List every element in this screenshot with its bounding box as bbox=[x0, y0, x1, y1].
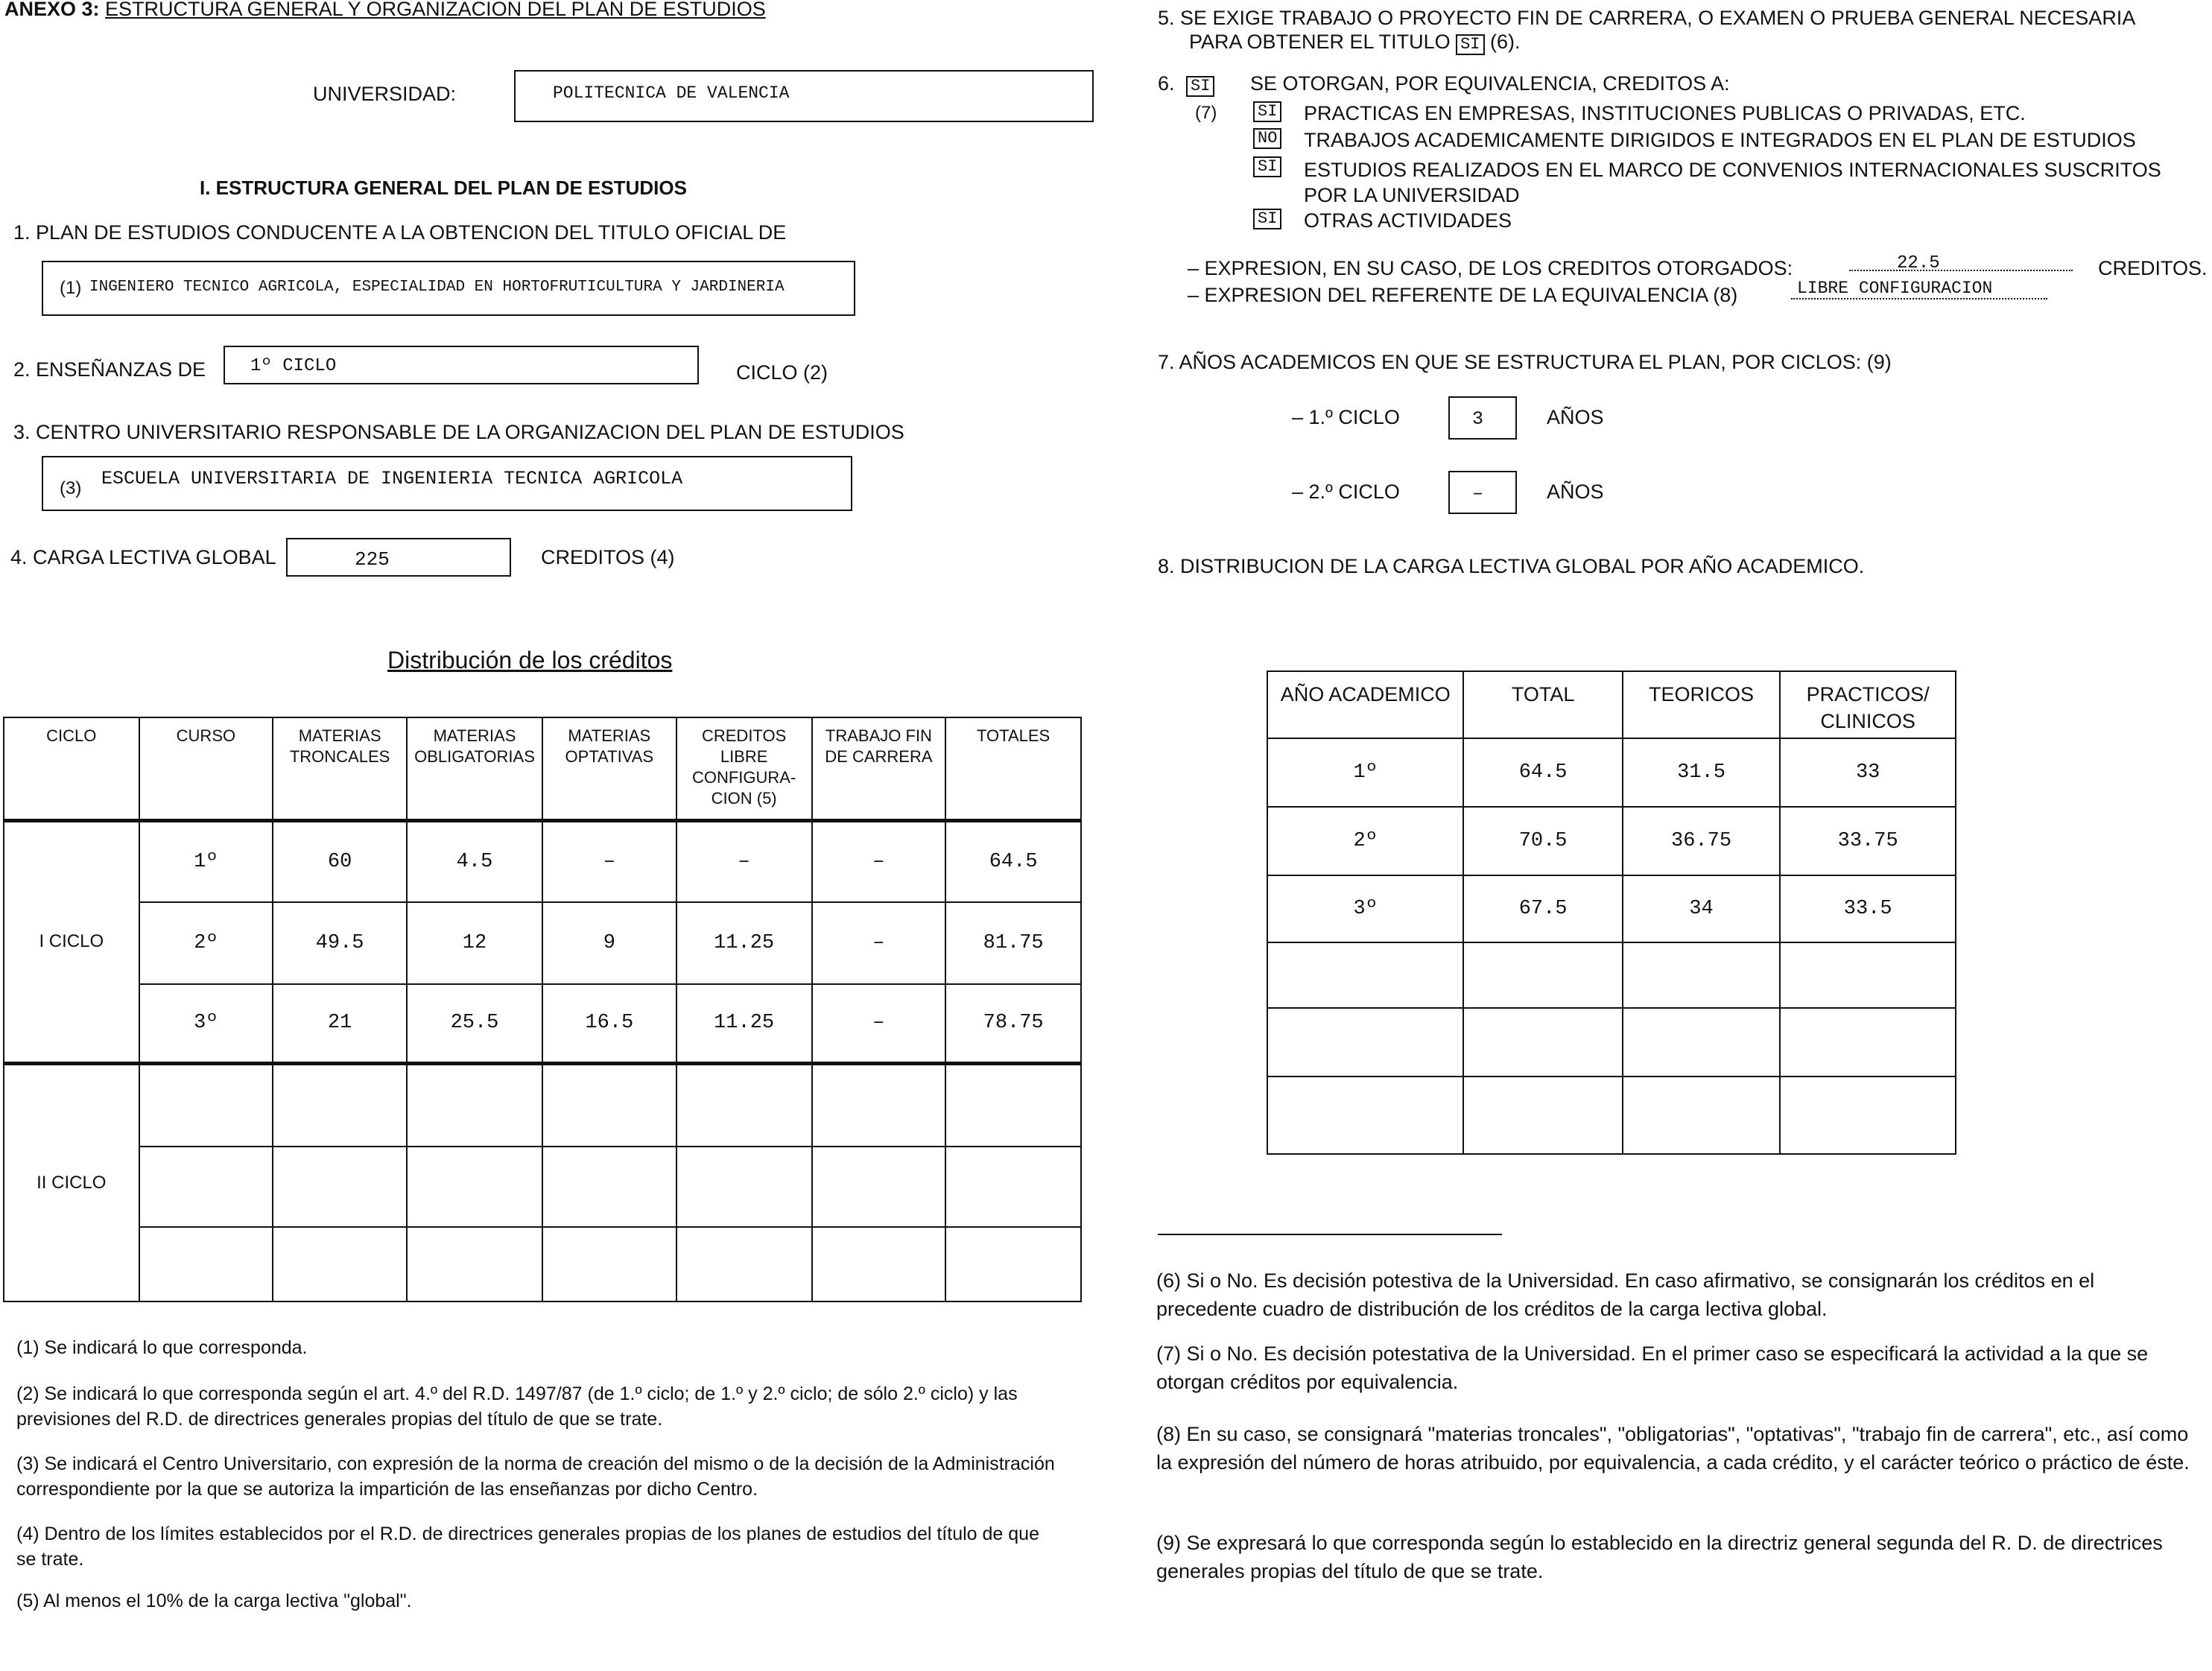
table-cell: 12 bbox=[407, 902, 542, 984]
table-cell: 78.75 bbox=[945, 984, 1081, 1063]
table-cell: 2º bbox=[139, 902, 273, 984]
table-row bbox=[1267, 807, 1956, 875]
table-row bbox=[4, 984, 1081, 1063]
table-cell: 67.5 bbox=[1463, 875, 1622, 942]
table-cell: – bbox=[676, 820, 812, 902]
table-row bbox=[1267, 738, 1956, 807]
item6-ref: (7) bbox=[1195, 103, 1217, 123]
table-cell: 33.5 bbox=[1780, 875, 1956, 942]
table-cell bbox=[1463, 942, 1622, 1008]
table-cell: – bbox=[542, 820, 676, 902]
footnote: (4) Dentro de los límites establecidos por el R.D. de directrices generales propias de los planes de estudios del título de que se trate. bbox=[16, 1523, 1039, 1570]
option-label-continued: POR LA UNIVERSIDAD bbox=[1304, 184, 1520, 206]
table-cell: – bbox=[812, 902, 946, 984]
cycle1-label: I CICLO bbox=[4, 820, 139, 1063]
cycle1-years-field bbox=[1448, 396, 1517, 440]
item5-ref: (6). bbox=[1490, 31, 1521, 53]
col-header: TOTAL bbox=[1463, 671, 1622, 738]
option-checkbox: SI bbox=[1253, 209, 1281, 229]
table-row bbox=[4, 820, 1081, 902]
cycle2-years-label: – 2.º CICLO bbox=[1292, 481, 1400, 503]
table-cell: 36.75 bbox=[1623, 807, 1781, 875]
footnote: (6) Si o No. Es decisión potestiva de la Universidad. En caso afirmativo, se consignarán los créditos en el precedente cuadro de distribución de los créditos de la carga lectiva global. bbox=[1156, 1269, 2095, 1320]
col-header: AÑO ACADEMICO bbox=[1267, 671, 1463, 738]
table-cell bbox=[1267, 1008, 1463, 1077]
table-cell bbox=[1780, 1008, 1956, 1077]
credits-header-row bbox=[4, 717, 1081, 820]
table-cell bbox=[945, 1063, 1081, 1147]
option-checkbox: SI bbox=[1253, 156, 1281, 177]
item4-suffix: CREDITOS (4) bbox=[541, 546, 675, 568]
table-cell: 1º bbox=[139, 820, 273, 902]
item3-ref: (3) bbox=[60, 478, 82, 498]
workload-value: 225 bbox=[355, 548, 390, 571]
col-header: CICLO bbox=[4, 717, 139, 820]
annex-label: ANEXO 3: bbox=[4, 0, 100, 20]
table-cell bbox=[139, 1147, 273, 1227]
table-row bbox=[4, 1147, 1081, 1227]
center-field bbox=[42, 456, 852, 511]
option-label: PRACTICAS EN EMPRESAS, INSTITUCIONES PUBLICAS O PRIVADAS, ETC. bbox=[1304, 102, 2026, 124]
table-cell bbox=[812, 1147, 946, 1227]
table-row bbox=[1267, 875, 1956, 942]
option-label: OTRAS ACTIVIDADES bbox=[1304, 209, 1512, 232]
table-cell: 64.5 bbox=[1463, 738, 1622, 807]
option-checkbox: NO bbox=[1253, 128, 1281, 149]
table-cell bbox=[139, 1227, 273, 1301]
expr1-value: 22.5 bbox=[1897, 253, 1940, 273]
university-field bbox=[514, 70, 1094, 122]
footnote-divider bbox=[1158, 1234, 1502, 1235]
year-header-row bbox=[1267, 671, 1956, 738]
col-header: TOTALES bbox=[945, 717, 1081, 820]
degree-title-value: INGENIERO TECNICO AGRICOLA, ESPECIALIDAD EN HORTOFRUTICULTURA Y JARDINERIA bbox=[89, 279, 785, 296]
table-cell bbox=[407, 1147, 542, 1227]
item2-suffix: CICLO (2) bbox=[736, 361, 828, 384]
years-unit: AÑOS bbox=[1547, 406, 1604, 428]
degree-title-field bbox=[42, 261, 855, 316]
table-cell bbox=[1780, 942, 1956, 1008]
table-cell: 81.75 bbox=[945, 902, 1081, 984]
cycle-value: 1º CICLO bbox=[250, 356, 337, 376]
item5-checkbox: SI bbox=[1456, 34, 1484, 55]
table-cell: – bbox=[812, 820, 946, 902]
table-cell: 9 bbox=[542, 902, 676, 984]
table-cell: 25.5 bbox=[407, 984, 542, 1063]
expr1-suffix: CREDITOS. bbox=[2098, 257, 2208, 279]
university-value: POLITECNICA DE VALENCIA bbox=[553, 83, 790, 103]
table-cell bbox=[945, 1227, 1081, 1301]
table-row bbox=[4, 1227, 1081, 1301]
col-header: PRACTICOS/ CLINICOS bbox=[1780, 671, 1956, 738]
credits-title: Distribución de los créditos bbox=[387, 647, 673, 673]
table-cell bbox=[1623, 1077, 1781, 1154]
table-cell: 33 bbox=[1780, 738, 1956, 807]
table-cell bbox=[273, 1227, 407, 1301]
expr2-value: LIBRE CONFIGURACION bbox=[1797, 279, 1993, 298]
years-unit: AÑOS bbox=[1547, 481, 1604, 503]
table-cell: 34 bbox=[1623, 875, 1781, 942]
table-cell: 1º bbox=[1267, 738, 1463, 807]
footnote: (8) En su caso, se consignará "materias troncales", "obligatorias", "optativas", "trabajo fin de carrera", etc., así como la expresión del número de horas atribuido, por equivalencia, a cada crédito, y el carácter teórico o práctico de éste. bbox=[1156, 1423, 2190, 1474]
footnote: (5) Al menos el 10% de la carga lectiva "global". bbox=[16, 1591, 412, 1611]
footnote: (7) Si o No. Es decisión potestativa de la Universidad. En el primer caso se especificará la actividad a la que se otorgan créditos por equivalencia. bbox=[1156, 1342, 2149, 1393]
table-cell bbox=[542, 1147, 676, 1227]
item5-label: PARA OBTENER EL TITULO bbox=[1189, 31, 1451, 53]
col-header: CURSO bbox=[139, 717, 273, 820]
table-cell bbox=[812, 1227, 946, 1301]
table-cell: 3º bbox=[139, 984, 273, 1063]
annex-title: ESTRUCTURA GENERAL Y ORGANIZACION DEL PLAN DE ESTUDIOS bbox=[105, 0, 766, 20]
option-checkbox: SI bbox=[1253, 101, 1281, 122]
table-cell: 70.5 bbox=[1463, 807, 1622, 875]
item2-label: 2. ENSEÑANZAS DE bbox=[13, 358, 206, 381]
annex-header bbox=[4, 0, 766, 21]
item6-label: SE OTORGAN, POR EQUIVALENCIA, CREDITOS A: bbox=[1250, 72, 1730, 95]
table-cell bbox=[1780, 1077, 1956, 1154]
footnote: (9) Se expresará lo que corresponda según lo establecido en la directriz general segunda del R. D. de directrices generales propias del título de que se trate. bbox=[1156, 1532, 2163, 1582]
table-cell bbox=[1267, 942, 1463, 1008]
expr1-label: – EXPRESION, EN SU CASO, DE LOS CREDITOS OTORGADOS: bbox=[1188, 257, 1793, 279]
table-cell bbox=[1623, 942, 1781, 1008]
table-cell bbox=[542, 1227, 676, 1301]
workload-field bbox=[286, 538, 511, 577]
table-cell bbox=[1623, 1008, 1781, 1077]
table-cell bbox=[676, 1063, 812, 1147]
year-table bbox=[1267, 670, 1956, 1155]
table-cell: 31.5 bbox=[1623, 738, 1781, 807]
item3-label: 3. CENTRO UNIVERSITARIO RESPONSABLE DE LA ORGANIZACION DEL PLAN DE ESTUDIOS bbox=[13, 421, 904, 443]
col-header: CREDITOS LIBRE CONFIGURA- CION (5) bbox=[676, 717, 812, 820]
table-cell bbox=[542, 1063, 676, 1147]
col-header: MATERIAS OPTATIVAS bbox=[542, 717, 676, 820]
item5-line1: 5. SE EXIGE TRABAJO O PROYECTO FIN DE CARRERA, O EXAMEN O PRUEBA GENERAL NECESARIA bbox=[1158, 7, 2136, 29]
cycle1-years-label: – 1.º CICLO bbox=[1292, 406, 1400, 428]
expr1-line bbox=[1849, 270, 2073, 271]
university-label: UNIVERSIDAD: bbox=[313, 83, 457, 105]
table-cell: 2º bbox=[1267, 807, 1463, 875]
table-cell: 60 bbox=[273, 820, 407, 902]
col-header: TRABAJO FIN DE CARRERA bbox=[812, 717, 946, 820]
table-cell: 16.5 bbox=[542, 984, 676, 1063]
footnote: (2) Se indicará lo que corresponda según el art. 4.º del R.D. 1497/87 (de 1.º ciclo; de 1.º y 2.º ciclo; de sólo 2.º ciclo) y las previsiones del R.D. de directrices generales propias del título de que se trate. bbox=[16, 1383, 1018, 1430]
item1-label: 1. PLAN DE ESTUDIOS CONDUCENTE A LA OBTENCION DEL TITULO OFICIAL DE bbox=[13, 221, 787, 244]
cycle1-years-value: 3 bbox=[1472, 408, 1484, 430]
table-cell bbox=[407, 1227, 542, 1301]
item6-checkbox: SI bbox=[1186, 76, 1214, 97]
item1-ref: (1) bbox=[60, 278, 82, 298]
table-cell: 4.5 bbox=[407, 820, 542, 902]
expr2-line bbox=[1791, 298, 2047, 299]
table-cell: 3º bbox=[1267, 875, 1463, 942]
cycle2-label: II CICLO bbox=[4, 1063, 139, 1301]
table-cell bbox=[812, 1063, 946, 1147]
expr2-label: – EXPRESION DEL REFERENTE DE LA EQUIVALENCIA (8) bbox=[1188, 284, 1738, 306]
cycle2-years-value: – bbox=[1472, 483, 1484, 504]
table-row bbox=[1267, 1077, 1956, 1154]
option-label: ESTUDIOS REALIZADOS EN EL MARCO DE CONVENIOS INTERNACIONALES SUSCRITOS bbox=[1304, 159, 2161, 181]
table-cell bbox=[273, 1063, 407, 1147]
table-cell bbox=[139, 1063, 273, 1147]
table-cell: 11.25 bbox=[676, 984, 812, 1063]
table-row bbox=[1267, 1008, 1956, 1077]
table-row bbox=[1267, 942, 1956, 1008]
table-cell bbox=[945, 1147, 1081, 1227]
item6-num: 6. bbox=[1158, 72, 1175, 95]
table-row bbox=[4, 902, 1081, 984]
table-cell: 33.75 bbox=[1780, 807, 1956, 875]
table-cell bbox=[1463, 1077, 1622, 1154]
cycle-field bbox=[224, 346, 699, 384]
item8-label: 8. DISTRIBUCION DE LA CARGA LECTIVA GLOBAL POR AÑO ACADEMICO. bbox=[1158, 555, 1865, 577]
center-value: ESCUELA UNIVERSITARIA DE INGENIERIA TECNICA AGRICOLA bbox=[101, 468, 683, 489]
credits-table bbox=[3, 717, 1082, 1302]
item4-label: 4. CARGA LECTIVA GLOBAL bbox=[10, 546, 276, 568]
table-cell: 49.5 bbox=[273, 902, 407, 984]
section1-title: I. ESTRUCTURA GENERAL DEL PLAN DE ESTUDIOS bbox=[200, 177, 687, 199]
item7-label: 7. AÑOS ACADEMICOS EN QUE SE ESTRUCTURA EL PLAN, POR CICLOS: (9) bbox=[1158, 351, 1892, 373]
table-cell bbox=[1463, 1008, 1622, 1077]
option-label: TRABAJOS ACADEMICAMENTE DIRIGIDOS E INTEGRADOS EN EL PLAN DE ESTUDIOS bbox=[1304, 129, 2136, 151]
table-cell: 64.5 bbox=[945, 820, 1081, 902]
col-header: MATERIAS OBLIGATORIAS bbox=[407, 717, 542, 820]
table-cell: 21 bbox=[273, 984, 407, 1063]
table-cell bbox=[676, 1147, 812, 1227]
item5-line2 bbox=[1189, 30, 1521, 55]
table-cell bbox=[1267, 1077, 1463, 1154]
table-cell: 11.25 bbox=[676, 902, 812, 984]
footnote: (3) Se indicará el Centro Universitario, con expresión de la norma de creación del mismo o de la decisión de la Administración correspondiente por la que se autoriza la impartición de las enseñanzas por dicho Centro. bbox=[16, 1453, 1055, 1500]
footnote: (1) Se indicará lo que corresponda. bbox=[16, 1337, 308, 1358]
table-cell bbox=[407, 1063, 542, 1147]
table-cell: – bbox=[812, 984, 946, 1063]
table-row bbox=[4, 1063, 1081, 1147]
table-cell bbox=[273, 1147, 407, 1227]
table-cell bbox=[676, 1227, 812, 1301]
col-header: MATERIAS TRONCALES bbox=[273, 717, 407, 820]
col-header: TEORICOS bbox=[1623, 671, 1781, 738]
cycle2-years-field bbox=[1448, 471, 1517, 514]
